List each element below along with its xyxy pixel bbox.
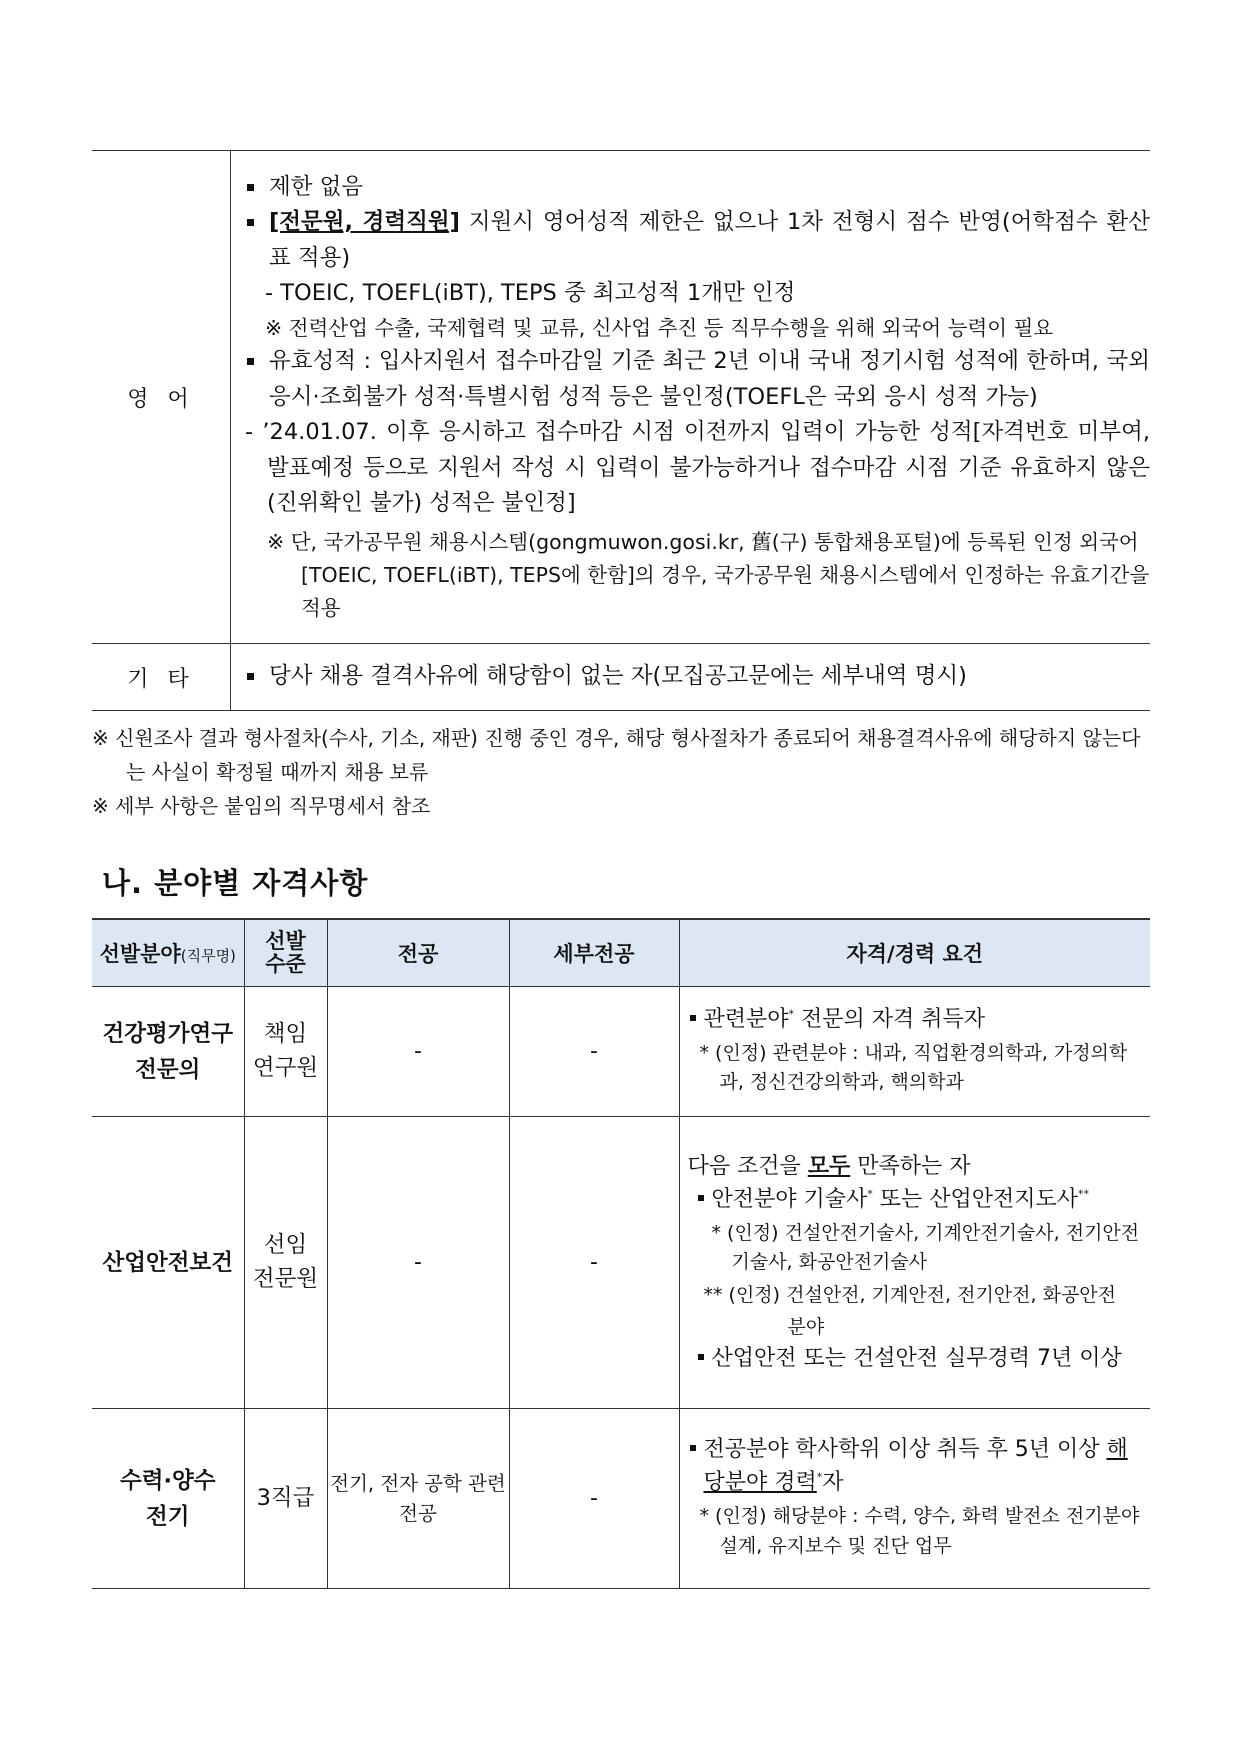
english-item-score-reflect (245, 205, 1150, 276)
eligibility-table (92, 150, 1150, 711)
qual-row-health (92, 987, 1150, 1117)
etc-content (231, 644, 1151, 711)
sub-major-cell: - (509, 1117, 679, 1409)
req-sup: * (816, 1470, 823, 1484)
req-line (688, 1003, 1147, 1036)
english-content (231, 151, 1151, 644)
requirements-cell (679, 1409, 1150, 1589)
header-level-text: 선발 수준 (265, 928, 306, 976)
note-background-check: ※ 신원조사 결과 형사절차(수사, 기소, 재판) 진행 중인 경우, 해당 형사절차가 종료되어 채용결격사유에 해당하지 않는다는 사실이 확정될 때까지 채용 보류 (92, 726, 1141, 784)
req-line (696, 1183, 1147, 1216)
note-job-description: ※ 세부 사항은 붙임의 직무명세서 참조 (92, 794, 431, 818)
req-note-2b: 분야 (787, 1315, 825, 1338)
major-cell (327, 1409, 509, 1589)
qual-header-row (92, 919, 1150, 987)
req-sup: * (788, 1007, 795, 1021)
req-line-text: 안전분야 기술사 (711, 1186, 868, 1212)
field-cell (92, 987, 244, 1117)
english-row (92, 151, 1150, 644)
english-item-no-limit: 제한 없음 (245, 170, 1150, 206)
header-field-small: (직무명) (180, 947, 236, 965)
major-text: 전기, 전자 공학 관련 전공 (330, 1472, 506, 1525)
english-item-sub: - TOEIC, TOEFL(iBT), TEPS 중 최고성적 1개만 인정 (265, 280, 796, 307)
qual-row-hydro (92, 1409, 1150, 1589)
etc-row (92, 644, 1150, 711)
req-intro (688, 1150, 1147, 1183)
sub-major-cell: - (509, 987, 679, 1117)
english-item-dash: - ’24.01.07. 이후 응시하고 접수마감 시점 이전까지 입력이 가능한 성적[자격번호 미부여, 발표예정 등으로 지원서 작성 시 입력이 불가능하거나 접수마감 시점 기준 유효하지 않은(진위확인 불가) 성적은 불인정] (245, 419, 1150, 517)
requirements-cell (679, 987, 1150, 1117)
qual-row-safety (92, 1117, 1150, 1409)
field-cell (92, 1409, 244, 1589)
header-major: 전공 (327, 919, 509, 987)
req-line-text: 관련분야 (703, 1006, 789, 1032)
english-item-text: 지원시 영어성적 제한은 없으나 1차 전형시 점수 반영(어학점수 환산표 적용) (269, 209, 1151, 271)
req-note: * (인정) 해당분야 : 수력, 양수, 화력 발전소 전기분야 설계, 유지보수 및 진단 업무 (699, 1505, 1140, 1557)
req-intro-b: 모두 (807, 1153, 851, 1179)
level-cell (244, 987, 327, 1117)
req-note-1: * (인정) 건설안전기술사, 기계안전기술사, 전기안전기술사, 화공안전기술사 (711, 1221, 1140, 1274)
req-line-mid: 또는 산업안전지도사 (872, 1186, 1079, 1212)
level-cell: 3직급 (244, 1409, 327, 1589)
sub-major-cell: - (509, 1409, 679, 1589)
req-intro-a: 다음 조건을 (687, 1153, 808, 1179)
header-field-main: 선발분야 (99, 942, 181, 966)
major-cell: - (327, 987, 509, 1117)
english-item-note: ※ 전력산업 수출, 국제협력 및 교류, 신사업 추진 등 직무수행을 위해 외국어 능력이 필요 (265, 315, 1054, 340)
notes (92, 721, 1150, 823)
document-page (92, 150, 1150, 1589)
header-field (92, 919, 244, 987)
major-cell: - (327, 1117, 509, 1409)
field-text: 건강평가연구 전문의 (102, 1020, 233, 1083)
level-text: 책임 연구원 (252, 1020, 319, 1081)
etc-label: 기 타 (92, 644, 231, 711)
header-level (244, 919, 327, 987)
level-cell (244, 1117, 327, 1409)
req-line-rest: 전문의 자격 취득자 (794, 1006, 986, 1032)
header-requirements: 자격/경력 요건 (679, 919, 1150, 987)
english-item-valid-score: 유효성적 : 입사지원서 접수마감일 기준 최근 2년 이내 국내 정기시험 성적에 한하며, 국외 응시·조회불가 성적·특별시험 성적 등은 불인정(TOEFL은 국외 응시 성적 가능) (245, 344, 1150, 415)
english-label: 영 어 (92, 151, 231, 644)
req-intro-c: 만족하는 자 (850, 1153, 971, 1179)
qualification-table (92, 918, 1150, 1589)
req-sup: * (867, 1187, 873, 1201)
req-line-2: 산업안전 또는 건설안전 실무경력 7년 이상 (696, 1342, 1147, 1375)
level-text: 선임 전문원 (252, 1231, 319, 1292)
field-cell: 산업안전보건 (92, 1117, 244, 1409)
section-title: 나. 분야별 자격사항 (102, 866, 369, 900)
requirements-cell (679, 1117, 1150, 1409)
field-text: 수력·양수 전기 (120, 1467, 216, 1530)
req-line (688, 1433, 1147, 1499)
header-sub-major: 세부전공 (509, 919, 679, 987)
etc-item: 당사 채용 결격사유에 해당함이 없는 자(모집공고문에는 세부내역 명시) (245, 659, 1150, 695)
req-note: * (인정) 관련분야 : 내과, 직업환경의학과, 가정의학과, 정신건강의학과, 핵의학과 (699, 1041, 1128, 1093)
req-line-end: 자 (822, 1470, 844, 1496)
req-line-text: 전공분야 학사학위 이상 취득 후 5년 이상 (703, 1437, 1107, 1463)
req-note-2: ** (인정) 건설안전, 기계안전, 전기안전, 화공안전 (703, 1283, 1117, 1306)
english-item-bold: [전문원, 경력직원] (269, 209, 460, 236)
english-item-reference: ※ 단, 국가공무원 채용시스템(gongmuwon.gosi.kr, 舊(구) 통합채용포털)에 등록된 인정 외국어[TOEIC, TOEFL(iBT), TEPS에 한함]의 경우, 국가공무원 채용시스템에서 인정하는 유효기간을 적용 (267, 529, 1150, 620)
req-line-underlined: 해당분야 경력 (703, 1437, 1128, 1496)
req-sup2: ** (1078, 1187, 1090, 1201)
